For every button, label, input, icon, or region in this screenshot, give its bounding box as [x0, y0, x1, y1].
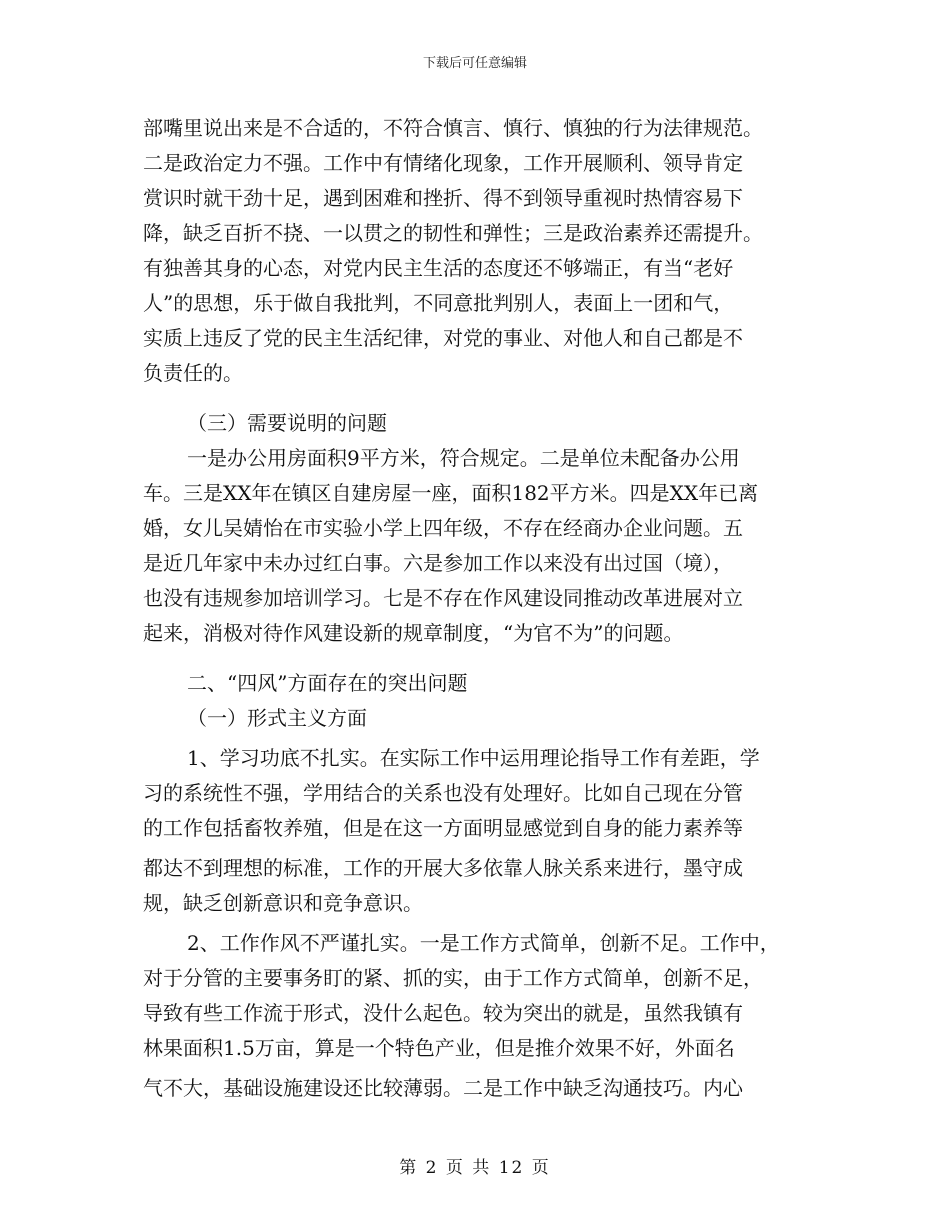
text-line: 人”的思想，乐于做自我批判，不同意批判别人，表面上一团和气，	[143, 291, 734, 315]
text-line: 1、学习功底不扎实。在实际工作中运用理论指导工作有差距，学	[187, 746, 760, 770]
text-line: 负责任的。	[143, 361, 243, 385]
section-heading: （三）需要说明的问题	[187, 411, 387, 435]
text-line: 二是政治定力不强。工作中有情绪化现象，工作开展顺利、领导肯定	[143, 151, 743, 175]
text-line: 习的系统性不强，学用结合的关系也没有处理好。比如自己现在分管	[143, 781, 743, 805]
text-line: 降，缺乏百折不挠、一以贯之的韧性和弹性；三是政治素养还需提升。	[143, 221, 763, 245]
page-header: 下载后可任意编辑	[422, 56, 527, 71]
text-line: 有独善其身的心态，对党内民主生活的态度还不够端正，有当“老好	[143, 256, 734, 280]
text-line: 都达不到理想的标准，工作的开展大多依靠人脉关系来进行，墨守成	[143, 856, 743, 880]
text-line: 也没有违规参加培训学习。七是不存在作风建设同推动改革进展对立	[143, 586, 743, 610]
section-heading: 二、“四风”方面存在的突出问题	[187, 671, 468, 695]
text-line: 车。三是XX年在镇区自建房屋一座，面积182平方米。四是XX年已离	[143, 481, 759, 505]
text-line: 婚，女儿吴婧怡在市实验小学上四年级，不存在经商办企业问题。五	[143, 516, 743, 540]
text-line: 林果面积1.5万亩，算是一个特色产业，但是推介效果不好，外面名	[143, 1036, 735, 1060]
text-line: 一是办公用房面积9平方米，符合规定。二是单位未配备办公用	[187, 446, 740, 470]
text-line: 赏识时就干劲十足，遇到困难和挫折、得不到领导重视时热情容易下	[143, 186, 743, 210]
text-line: 的工作包括畜牧养殖，但是在这一方面明显感觉到自身的能力素养等	[143, 816, 743, 840]
text-line: 导致有些工作流于形式，没什么起色。较为突出的就是，虽然我镇有	[143, 1001, 743, 1025]
text-line: 起来，消极对待作风建设新的规章制度，“为官不为”的问题。	[143, 621, 684, 645]
page-number-footer: 第 2 页 共 12 页	[399, 1158, 551, 1178]
text-line: 部嘴里说出来是不合适的，不符合慎言、慎行、慎独的行为法律规范。	[143, 116, 763, 140]
text-line: 规，缺乏创新意识和竞争意识。	[143, 891, 423, 915]
section-heading: （一）形式主义方面	[187, 706, 367, 730]
text-line: 2、工作作风不严谨扎实。一是工作方式简单，创新不足。工作中，	[187, 931, 780, 955]
text-line: 气不大，基础设施建设还比较薄弱。二是工作中缺乏沟通技巧。内心	[143, 1076, 743, 1100]
text-line: 是近几年家中未办过红白事。六是参加工作以来没有出过国（境），	[143, 551, 733, 575]
text-line: 对于分管的主要事务盯的紧、抓的实，由于工作方式简单，创新不足，	[143, 966, 763, 990]
text-line: 实质上违反了党的民主生活纪律，对党的事业、对他人和自己都是不	[143, 326, 743, 350]
